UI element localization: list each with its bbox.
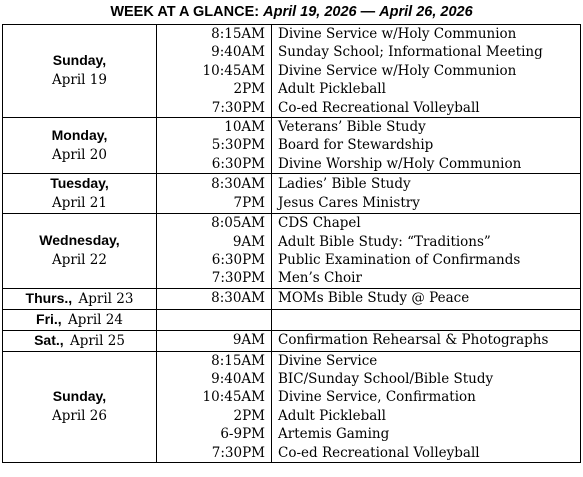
event-time: 8:30AM: [211, 290, 265, 307]
times-cell: [157, 117, 272, 173]
event-title: Public Examination of Confirmands: [278, 251, 521, 268]
events-cell: [272, 351, 581, 462]
event-time: 9:40AM: [211, 44, 265, 61]
event-title: Co-ed Recreational Volleyball: [278, 99, 480, 116]
event-title: Divine Service, Confirmation: [278, 389, 476, 406]
day-row: [3, 351, 581, 462]
event-time: 10:45AM: [202, 62, 265, 79]
event-time: 2PM: [233, 407, 265, 424]
events-cell: [272, 25, 581, 118]
day-row: [3, 309, 581, 330]
day-date: April 20: [52, 147, 107, 164]
day-date: April 24: [68, 311, 123, 328]
day-row: [3, 288, 581, 309]
times-cell: [157, 330, 272, 351]
schedule-table: [2, 24, 581, 463]
event-title: CDS Chapel: [278, 215, 361, 232]
day-cell: [3, 25, 157, 118]
day-name: Sat.,: [34, 331, 64, 348]
day-cell: [3, 351, 157, 462]
event-title: Sunday School; Informational Meeting: [278, 44, 543, 61]
event-time: 6:30PM: [211, 155, 265, 172]
event-time: 8:15AM: [211, 26, 265, 42]
events-cell: [272, 309, 581, 330]
event-title: Co-ed Recreational Volleyball: [278, 444, 480, 461]
title-prefix: WEEK AT A GLANCE:: [110, 4, 260, 20]
events-cell: [272, 330, 581, 351]
day-date: April 23: [78, 290, 134, 307]
event-time: 8:30AM: [211, 176, 265, 193]
event-time: 7:30PM: [211, 444, 265, 461]
event-title: [272, 310, 580, 328]
times-cell: [157, 351, 272, 462]
day-cell: [3, 330, 157, 351]
times-cell: [157, 309, 272, 330]
day-row: [3, 117, 581, 173]
event-time: [157, 310, 271, 328]
events-cell: [272, 174, 581, 214]
event-title: Divine Worship w/Holy Communion: [278, 155, 522, 172]
day-name: Monday,: [51, 127, 108, 144]
day-cell: [3, 214, 157, 289]
event-time: 8:05AM: [211, 215, 265, 232]
day-name: Fri.,: [36, 310, 62, 327]
day-cell: [3, 117, 157, 173]
schedule-body: [3, 25, 581, 463]
event-time: 9:40AM: [211, 371, 265, 388]
event-title: Artemis Gaming: [278, 426, 390, 443]
times-cell: [157, 174, 272, 214]
times-cell: [157, 288, 272, 309]
day-row: [3, 174, 581, 214]
events-cell: [272, 214, 581, 289]
day-row: [3, 214, 581, 289]
day-row: [3, 25, 581, 118]
event-title: Adult Pickleball: [278, 407, 386, 424]
title-dash: —: [360, 4, 376, 20]
event-title: Adult Pickleball: [278, 81, 386, 98]
day-row: [3, 330, 581, 351]
event-time: 10:45AM: [202, 389, 265, 406]
event-time: 6-9PM: [220, 426, 265, 443]
event-time: 5:30PM: [211, 137, 265, 154]
event-time: 2PM: [233, 81, 265, 98]
day-date: April 19: [52, 72, 107, 89]
day-name: Thurs.,: [25, 289, 73, 306]
day-name: Wednesday,: [39, 232, 120, 249]
events-cell: [272, 117, 581, 173]
title-end-date: April 26, 2026: [379, 4, 473, 20]
day-date: April 21: [52, 195, 107, 212]
event-time: 7:30PM: [211, 270, 265, 287]
events-cell: [272, 288, 581, 309]
event-title: Men’s Choir: [278, 270, 362, 287]
day-name: Sunday,: [52, 388, 107, 405]
times-cell: [157, 214, 272, 289]
event-time: 7PM: [233, 194, 265, 211]
event-title: Board for Stewardship: [278, 137, 434, 154]
event-time: 9AM: [232, 233, 265, 250]
day-date: April 25: [69, 332, 125, 349]
event-title: Confirmation Rehearsal & Photographs: [278, 332, 549, 349]
times-cell: [157, 25, 272, 118]
event-title: Adult Bible Study: “Traditions”: [278, 233, 491, 250]
day-cell: [3, 309, 157, 330]
day-date: April 26: [52, 408, 107, 425]
event-time: 7:30PM: [211, 99, 265, 116]
page-title: [0, 4, 583, 20]
event-title: Divine Service w/Holy Communion: [278, 62, 517, 79]
event-time: 8:15AM: [211, 352, 265, 369]
day-name: Sunday,: [52, 52, 107, 69]
event-title: MOMs Bible Study @ Peace: [278, 290, 470, 307]
event-time: 9AM: [232, 332, 265, 349]
event-title: Divine Service: [278, 352, 378, 369]
day-cell: [3, 288, 157, 309]
event-time: 6:30PM: [211, 251, 265, 268]
event-title: BIC/Sunday School/Bible Study: [278, 371, 494, 388]
event-title: Divine Service w/Holy Communion: [278, 26, 517, 42]
day-cell: [3, 174, 157, 214]
day-name: Tuesday,: [50, 175, 109, 192]
event-title: Ladies’ Bible Study: [278, 176, 411, 193]
event-title: Veterans’ Bible Study: [278, 118, 426, 135]
event-title: Jesus Cares Ministry: [278, 194, 420, 211]
event-time: 10AM: [224, 118, 265, 135]
day-date: April 22: [52, 252, 107, 269]
title-start-date: April 19, 2026: [263, 4, 357, 20]
